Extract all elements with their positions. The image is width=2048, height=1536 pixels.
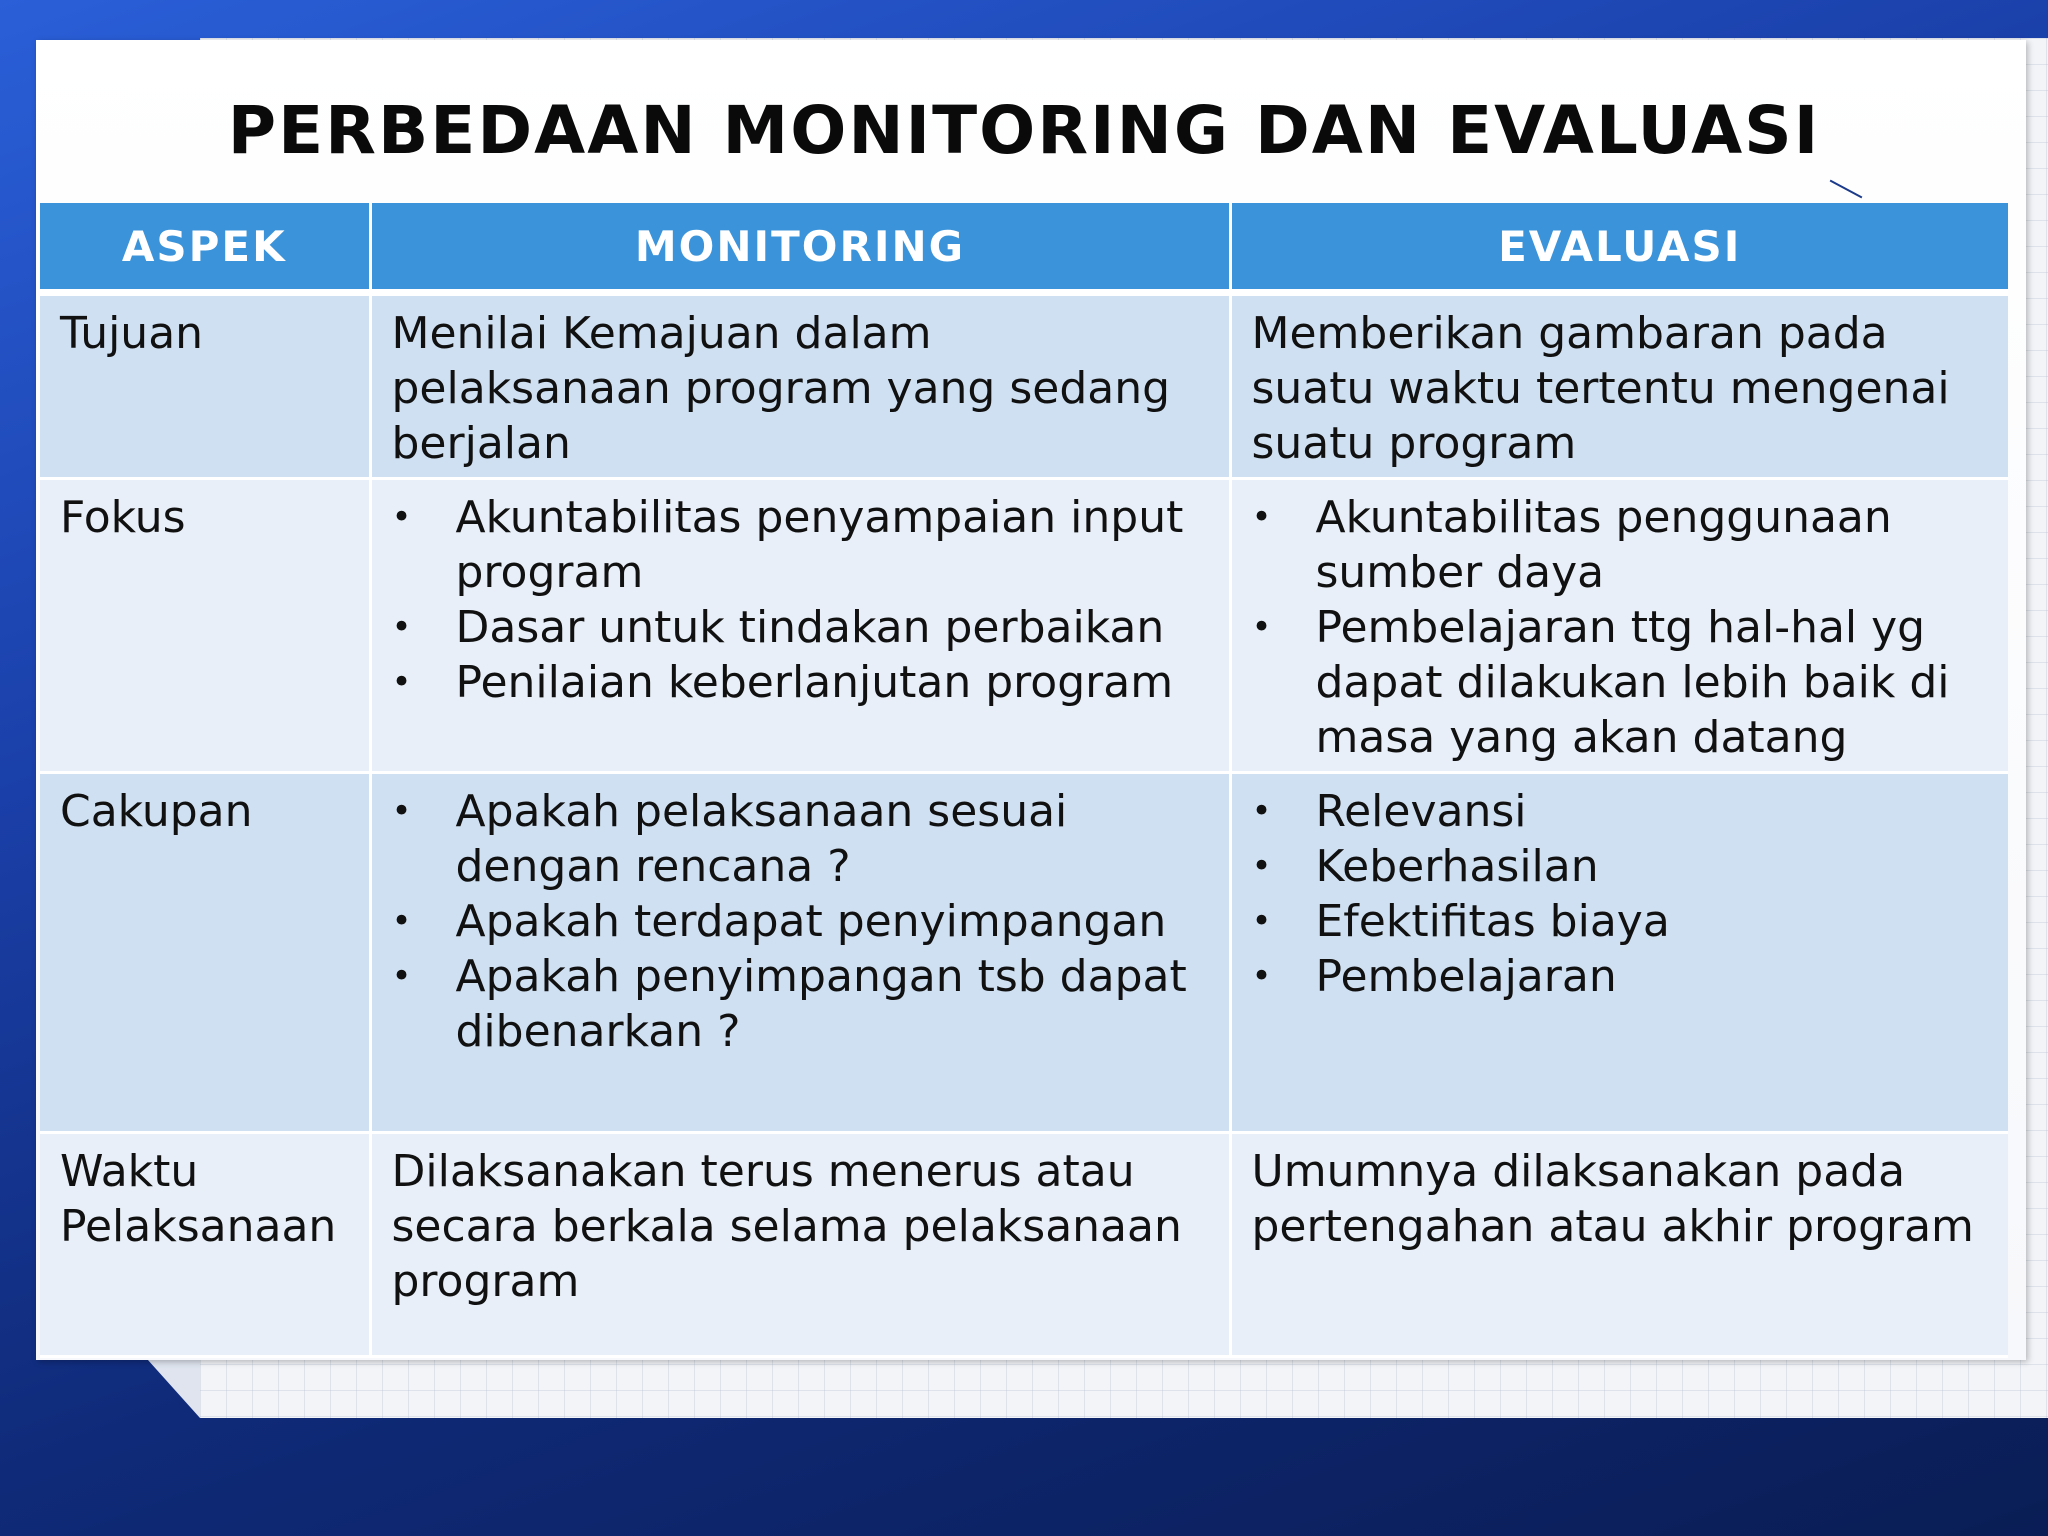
list-item	[392, 655, 1213, 710]
cell-aspect: Cakupan	[40, 773, 370, 1133]
cell-evaluasi	[1230, 773, 2008, 1133]
table-row-waktu-pelaksanaan	[40, 1133, 2008, 1357]
list-item	[1252, 784, 1993, 839]
bullet-icon: •	[1251, 607, 1272, 647]
bullet-list	[392, 784, 1213, 1059]
list-item	[1252, 600, 1993, 765]
list-item-text: Apakah pelaksanaan sesuai dengan rencana ?	[455, 786, 1068, 892]
bullet-icon: •	[1251, 901, 1272, 941]
header-evaluasi: EVALUASI	[1230, 203, 2008, 293]
list-item	[392, 490, 1213, 600]
list-item	[392, 894, 1213, 949]
list-item-text: Akuntabilitas penggunaan sumber daya	[1315, 492, 1892, 598]
bullet-icon: •	[1251, 956, 1272, 996]
list-item-text: Pembelajaran	[1315, 951, 1617, 1002]
list-item	[1252, 839, 1993, 894]
cell-evaluasi	[1230, 479, 2008, 773]
list-item-text: Akuntabilitas penyampaian input program	[455, 492, 1184, 598]
cell-monitoring: Menilai Kemajuan dalam pelaksanaan program yang sedang berjalan	[370, 293, 1230, 479]
table-row-cakupan	[40, 773, 2008, 1133]
bullet-icon: •	[391, 607, 412, 647]
list-item-text: Pembelajaran ttg hal-hal yg dapat dilakukan lebih baik di masa yang akan datang	[1315, 602, 1950, 763]
list-item-text: Dasar untuk tindakan perbaikan	[455, 602, 1165, 653]
bullet-icon: •	[1251, 497, 1272, 537]
bullet-list	[392, 490, 1213, 710]
list-item	[392, 600, 1213, 655]
bullet-icon: •	[391, 791, 412, 831]
list-item-text: Penilaian keberlanjutan program	[455, 657, 1174, 708]
cell-evaluasi: Memberikan gambaran pada suatu waktu tertentu mengenai suatu program	[1230, 293, 2008, 479]
list-item	[392, 784, 1213, 894]
cell-aspect: Fokus	[40, 479, 370, 773]
cell-monitoring: Dilaksanakan terus menerus atau secara berkala selama pelaksanaan program	[370, 1133, 1230, 1357]
cell-monitoring	[370, 773, 1230, 1133]
bullet-list	[1252, 784, 1993, 1004]
bullet-icon: •	[391, 901, 412, 941]
bullet-icon: •	[1251, 791, 1272, 831]
list-item-text: Efektifitas biaya	[1315, 896, 1670, 947]
list-item	[392, 949, 1213, 1059]
cell-aspect: Waktu Pelaksanaan	[40, 1133, 370, 1357]
cell-aspect: Tujuan	[40, 293, 370, 479]
list-item	[1252, 894, 1993, 949]
table-row-fokus	[40, 479, 2008, 773]
header-monitoring: MONITORING	[370, 203, 1230, 293]
table-header-row	[40, 203, 2008, 293]
list-item-text: Apakah penyimpangan tsb dapat dibenarkan ?	[455, 951, 1187, 1057]
header-aspek: ASPEK	[40, 203, 370, 293]
page-title: PERBEDAAN MONITORING DAN EVALUASI	[227, 92, 1821, 169]
list-item-text: Apakah terdapat penyimpangan	[455, 896, 1167, 947]
bullet-icon: •	[391, 662, 412, 702]
cell-monitoring	[370, 479, 1230, 773]
bullet-icon: •	[391, 956, 412, 996]
comparison-table	[40, 203, 2008, 1358]
bullet-icon: •	[391, 497, 412, 537]
list-item	[1252, 490, 1993, 600]
cell-evaluasi: Umumnya dilaksanakan pada pertengahan atau akhir program	[1230, 1133, 2008, 1357]
table-row-tujuan	[40, 293, 2008, 479]
bullet-icon: •	[1251, 846, 1272, 886]
list-item-text: Relevansi	[1315, 786, 1527, 837]
list-item-text: Keberhasilan	[1315, 841, 1599, 892]
list-item	[1252, 949, 1993, 1004]
bullet-list	[1252, 490, 1993, 765]
